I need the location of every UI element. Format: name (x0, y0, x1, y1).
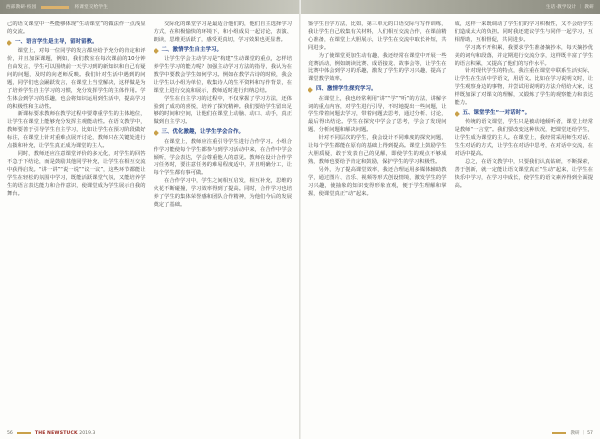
right-header-text: 生话·教学设计 ｜ 教研 (545, 5, 594, 10)
issue-number: 2019.3 (79, 430, 96, 436)
section-heading (7, 39, 146, 47)
right-page (301, 0, 600, 439)
left-header-text: 西部教研·校园 (6, 5, 37, 10)
body-paragraph: 在课堂上，教师应注重引导学生进行合作学习。小组合作学习能使每个学生都参与到学习活动中来，在合作中学会倾听，学会表达，学会尊重他人的意见。教师在设计合作学习任务时，要注意任务的难易程度适中，并且明确分工，让每个学生都有事可做。 (153, 138, 292, 177)
footer-divider (17, 432, 31, 434)
heading-diamond-icon (455, 111, 460, 117)
heading-diamond-icon (154, 48, 159, 54)
heading-diamond-icon (7, 40, 12, 46)
left-column-2 (154, 21, 293, 419)
heading-diamond-icon (308, 87, 313, 93)
body-paragraph: 让学生学会主动学习是“构建”生动课堂的重点，怎样培养学生学习的能力呢？加强主动学习方法的指导，我认为在教学中要教会学生如何学习。例如在教学古诗的时候，我会让学生以小组为单位，收集诗人的生平资料和写作背景，在课堂上进行交流和展示，教师适时进行归纳总结。 (153, 56, 292, 94)
heading-text: 二、激情学生自主学习。 (161, 46, 223, 53)
body-paragraph: 在合作学习中，学生之间相互启发，相互补充，思维的火花不断碰撞，学习效率得到了提高。同时，合作学习也培养了学生的集体荣誉感和团队合作精神，为他们今后的发展奠定了基础。 (153, 178, 292, 208)
left-page (0, 0, 299, 439)
heading-text: 三、优化激趣，让学生学会合作。 (161, 129, 245, 136)
body-paragraph: 针对现代学生的特点，我注重在课堂中联系生活实际，让学生在生活中学语文，用语文。比如在学习说明文时，让学生观察身边的事物，并尝试用说明的方法介绍给大家，这样既加深了对课文的理解，又锻炼了学生的观察能力和表达能力。 (454, 68, 593, 107)
body-paragraph: 同时，教师还应注意课堂评价的多元化，对学生的回答不急于下结论，而是鼓励其他同学补充，让学生在相互交流中获得启发。“讲一讲”“说一说”“议一议”，这些环节都能让学生在轻松的氛围中学习，既能活跃课堂气氛，又能培养学生的语言表达能力和合作意识，使课堂成为学生展示自我的舞台。 (7, 151, 146, 197)
magazine-prefix: THE (34, 430, 46, 436)
left-page-number: 56 (7, 430, 13, 436)
section-heading (154, 129, 293, 137)
body-paragraph: 新课标要求教师在教学过程中要尊重学生的主体地位，让学生在课堂上能够充分发挥主观能动性。在语文教学中，教师要善于引导学生自主学习，比如让学生在预习阶段做好标注，在课堂上针对重难点展开讨论，教师只在关键处进行点拨和补充，让学生真正成为课堂的主人。 (7, 111, 146, 150)
body-paragraph: 鉴学生自学方法，比如，第三单元的口语交际与写作训练，我让学生自己收集有关材料，人们相互交流合作，在课前精心准备，在课堂上大胆展示，让学生在交流中取长补短，共同进步。 (308, 21, 447, 51)
footer-divider (552, 432, 566, 434)
body-paragraph: 课堂上，对每一位同学的发言都应给予充分的肯定和评价，并且加深课题，例如，我们教室在每次课前的10分钟自由发言，学生可以围绕前一天学习到的新知识和自己有疑问的问题，及时的向老师反映。我们针对生活中遇到的问题，同学们也会踊跃发言，在课堂上当堂解决，这样做是为了培养学生自主学习的习惯，充分发挥学生的主体作用。学生体会到学习的乐趣，也会将知识运用到生活中，提高学习的积极性和主动性。 (7, 48, 146, 110)
right-page-columns (308, 21, 593, 419)
left-header-tail: 将课堂交给学生 (74, 5, 108, 10)
right-page-header (301, 0, 600, 14)
body-paragraph: 总之，在语文教学中，只要我们认真钻研，不断探索，善于创新，就一定能让语文课堂真正“生动”起来，让学生在快乐中学习，在学习中成长，使学生的语文素养得到全面提高。 (454, 158, 593, 189)
heading-text: 四、激情学生探究学习。 (316, 86, 377, 93)
body-paragraph: 针对不同层次的学生，我会设计不同难度的探究问题，让每个学生都能在原有的基础上得到提高。课堂上鼓励学生大胆质疑，敢于发表自己的见解，即使学生的观点不够成熟，教师也要给予肯定和鼓励，保护学生的学习积极性。 (308, 135, 447, 165)
body-paragraph: 另外，为了提高课堂效率，我还合理运用多媒体辅助教学，通过图片、音乐、视频等形式创设情境，激发学生的学习兴趣，使抽象的知识变得形象直观，便于学生理解和掌握，使课堂真正“动”起来。 (308, 166, 447, 197)
body-paragraph: 在课堂上，我也经常利用“讲”“学”“听”的方法，讲解字词的重点内容，对学生进行引导，不时地提出一些问题，让学生带着问题去学习，带着问题去思考，通过分析、讨论，最后得出结论。学生在探究中学会了思考，学会了发现问题、分析问题和解决问题。 (308, 95, 447, 134)
body-paragraph: 己的语文课堂中一些能够体现“生动课堂”的做法作一点浅显的交流。 (7, 21, 146, 35)
left-page-columns (7, 21, 292, 419)
heading-diamond-icon (154, 130, 159, 136)
left-page-header (0, 0, 299, 14)
right-page-number: 教研 ｜ 57 (570, 431, 593, 436)
right-column-2 (455, 21, 594, 419)
section-heading (154, 47, 293, 55)
magazine-name: NEWSTUCK (47, 430, 78, 436)
right-column-1 (308, 21, 447, 419)
body-paragraph: 成，这样一来既调动了学生们的学习积极性，又不会给学生们造成太大的负担。同时我还建议学生与同伴一起学习，互相帮助，互相督促，共同进步。 (454, 21, 593, 43)
heading-text: 一、语言学生是主导，留时留教。 (15, 38, 98, 45)
left-page-footer (0, 427, 299, 439)
header-accent-bar (41, 6, 69, 9)
body-paragraph: 传统的语文课堂，学生只是被动地倾听者，课堂上经常是教师“一言堂”。我们要改变这种状况，把课堂还给学生，让学生成为课堂的主人。在课堂上，我经常采用师生对话、生生对话的方式，让学生在对话中思考，在对话中交流，在对话中提高。 (454, 119, 593, 157)
body-paragraph: 学生在自主学习的过程中，不仅掌握了学习方法，还体验到了成功的喜悦，培养了探究精神。我们要给学生留出足够的时间和空间，让他们在课堂上动脑、动口、动手，真正做到自主学习。 (153, 95, 292, 126)
heading-text: 五、课堂学生“一对话时”。 (462, 109, 531, 116)
section-heading (308, 86, 447, 94)
body-paragraph: 交际化的课堂学习是最适合他们的，他们自主选择学习方式，在积极愉快的环境下，和小组成员一起讨论，表演、朗读，思维更活跃了，感受更真切，学习效果也更显著。 (153, 21, 292, 43)
left-column-1 (7, 21, 146, 419)
right-page-footer (301, 427, 600, 439)
body-paragraph: 学习离不开积累，我要求学生准备摘抄本，每天摘抄优美的词句和段落，并定期进行交流分享，这样既丰富了学生的语言积累，又提高了他们的写作水平。 (454, 44, 593, 67)
section-heading (455, 110, 594, 118)
body-paragraph: 为了使课堂更加生动有趣，我还经常在课堂中开展一些竞赛活动，例如朗读比赛、成语接龙、故事会等，让学生在比赛中体会到学习的乐趣，激发了学生的学习兴趣，提高了课堂教学效率。 (308, 52, 447, 83)
